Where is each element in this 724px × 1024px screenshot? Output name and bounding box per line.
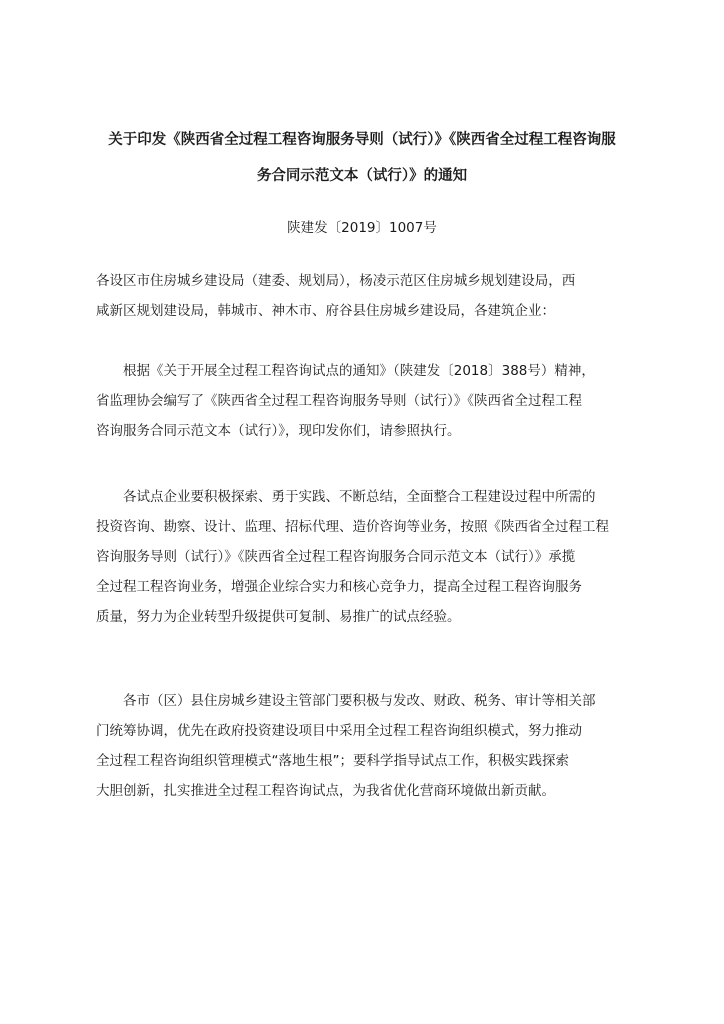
paragraph-line: 门统筹协调，优先在政府投资建设项目中采用全过程工程咨询组织模式，努力推动 bbox=[96, 723, 582, 739]
paragraph-line: 质量，努力为企业转型升级提供可复制、易推广的试点经验。 bbox=[96, 609, 461, 625]
salutation-line: 各设区市住房城乡建设局（建委、规划局），杨凌示范区住房城乡规划建设局，西 bbox=[96, 273, 576, 289]
paragraph-line: 各市（区）县住房城乡建设主管部门要积极与发改、财政、税务、审计等相关部 bbox=[96, 693, 596, 709]
paragraph-line: 根据《关于开展全过程工程咨询试点的通知》（陕建发〔2018〕388号）精神， bbox=[96, 363, 595, 379]
paragraph-line: 咨询服务导则（试行）》《陕西省全过程工程咨询服务合同示范文本（试行）》承揽 bbox=[96, 549, 576, 565]
document-number: 陕建发〔2019〕1007号 bbox=[287, 220, 437, 236]
paragraph-line: 咨询服务合同示范文本（试行）》，现印发你们，请参照执行。 bbox=[96, 423, 461, 439]
paragraph-line: 全过程工程咨询业务，增强企业综合实力和核心竞争力，提高全过程工程咨询服务 bbox=[96, 579, 582, 595]
document-title-line-2: 务合同示范文本（试行）》的通知 bbox=[256, 168, 468, 184]
salutation bbox=[96, 266, 630, 326]
paragraph-1 bbox=[96, 356, 630, 446]
salutation-line: 咸新区规划建设局，韩城市、神木市、府谷县住房城乡建设局，各建筑企业： bbox=[96, 303, 555, 319]
paragraph-line: 大胆创新，扎实推进全过程工程咨询试点，为我省优化营商环境做出新贡献。 bbox=[96, 783, 555, 799]
paragraph-3 bbox=[96, 686, 630, 806]
paragraph-line: 省监理协会编写了《陕西省全过程工程咨询服务导则（试行）》《陕西省全过程工程 bbox=[96, 393, 582, 409]
paragraph-line: 全过程工程咨询组织管理模式“落地生根”；要科学指导试点工作，积极实践探索 bbox=[96, 753, 569, 769]
paragraph-2 bbox=[96, 482, 630, 632]
paragraph-line: 各试点企业要积极探索、勇于实践、不断总结，全面整合工程建设过程中所需的 bbox=[96, 489, 596, 505]
document-title-line-1: 关于印发《陕西省全过程工程咨询服务导则（试行）》《陕西省全过程工程咨询服 bbox=[108, 132, 616, 148]
paragraph-line: 投资咨询、勘察、设计、监理、招标代理、造价咨询等业务，按照《陕西省全过程工程 bbox=[96, 519, 609, 535]
